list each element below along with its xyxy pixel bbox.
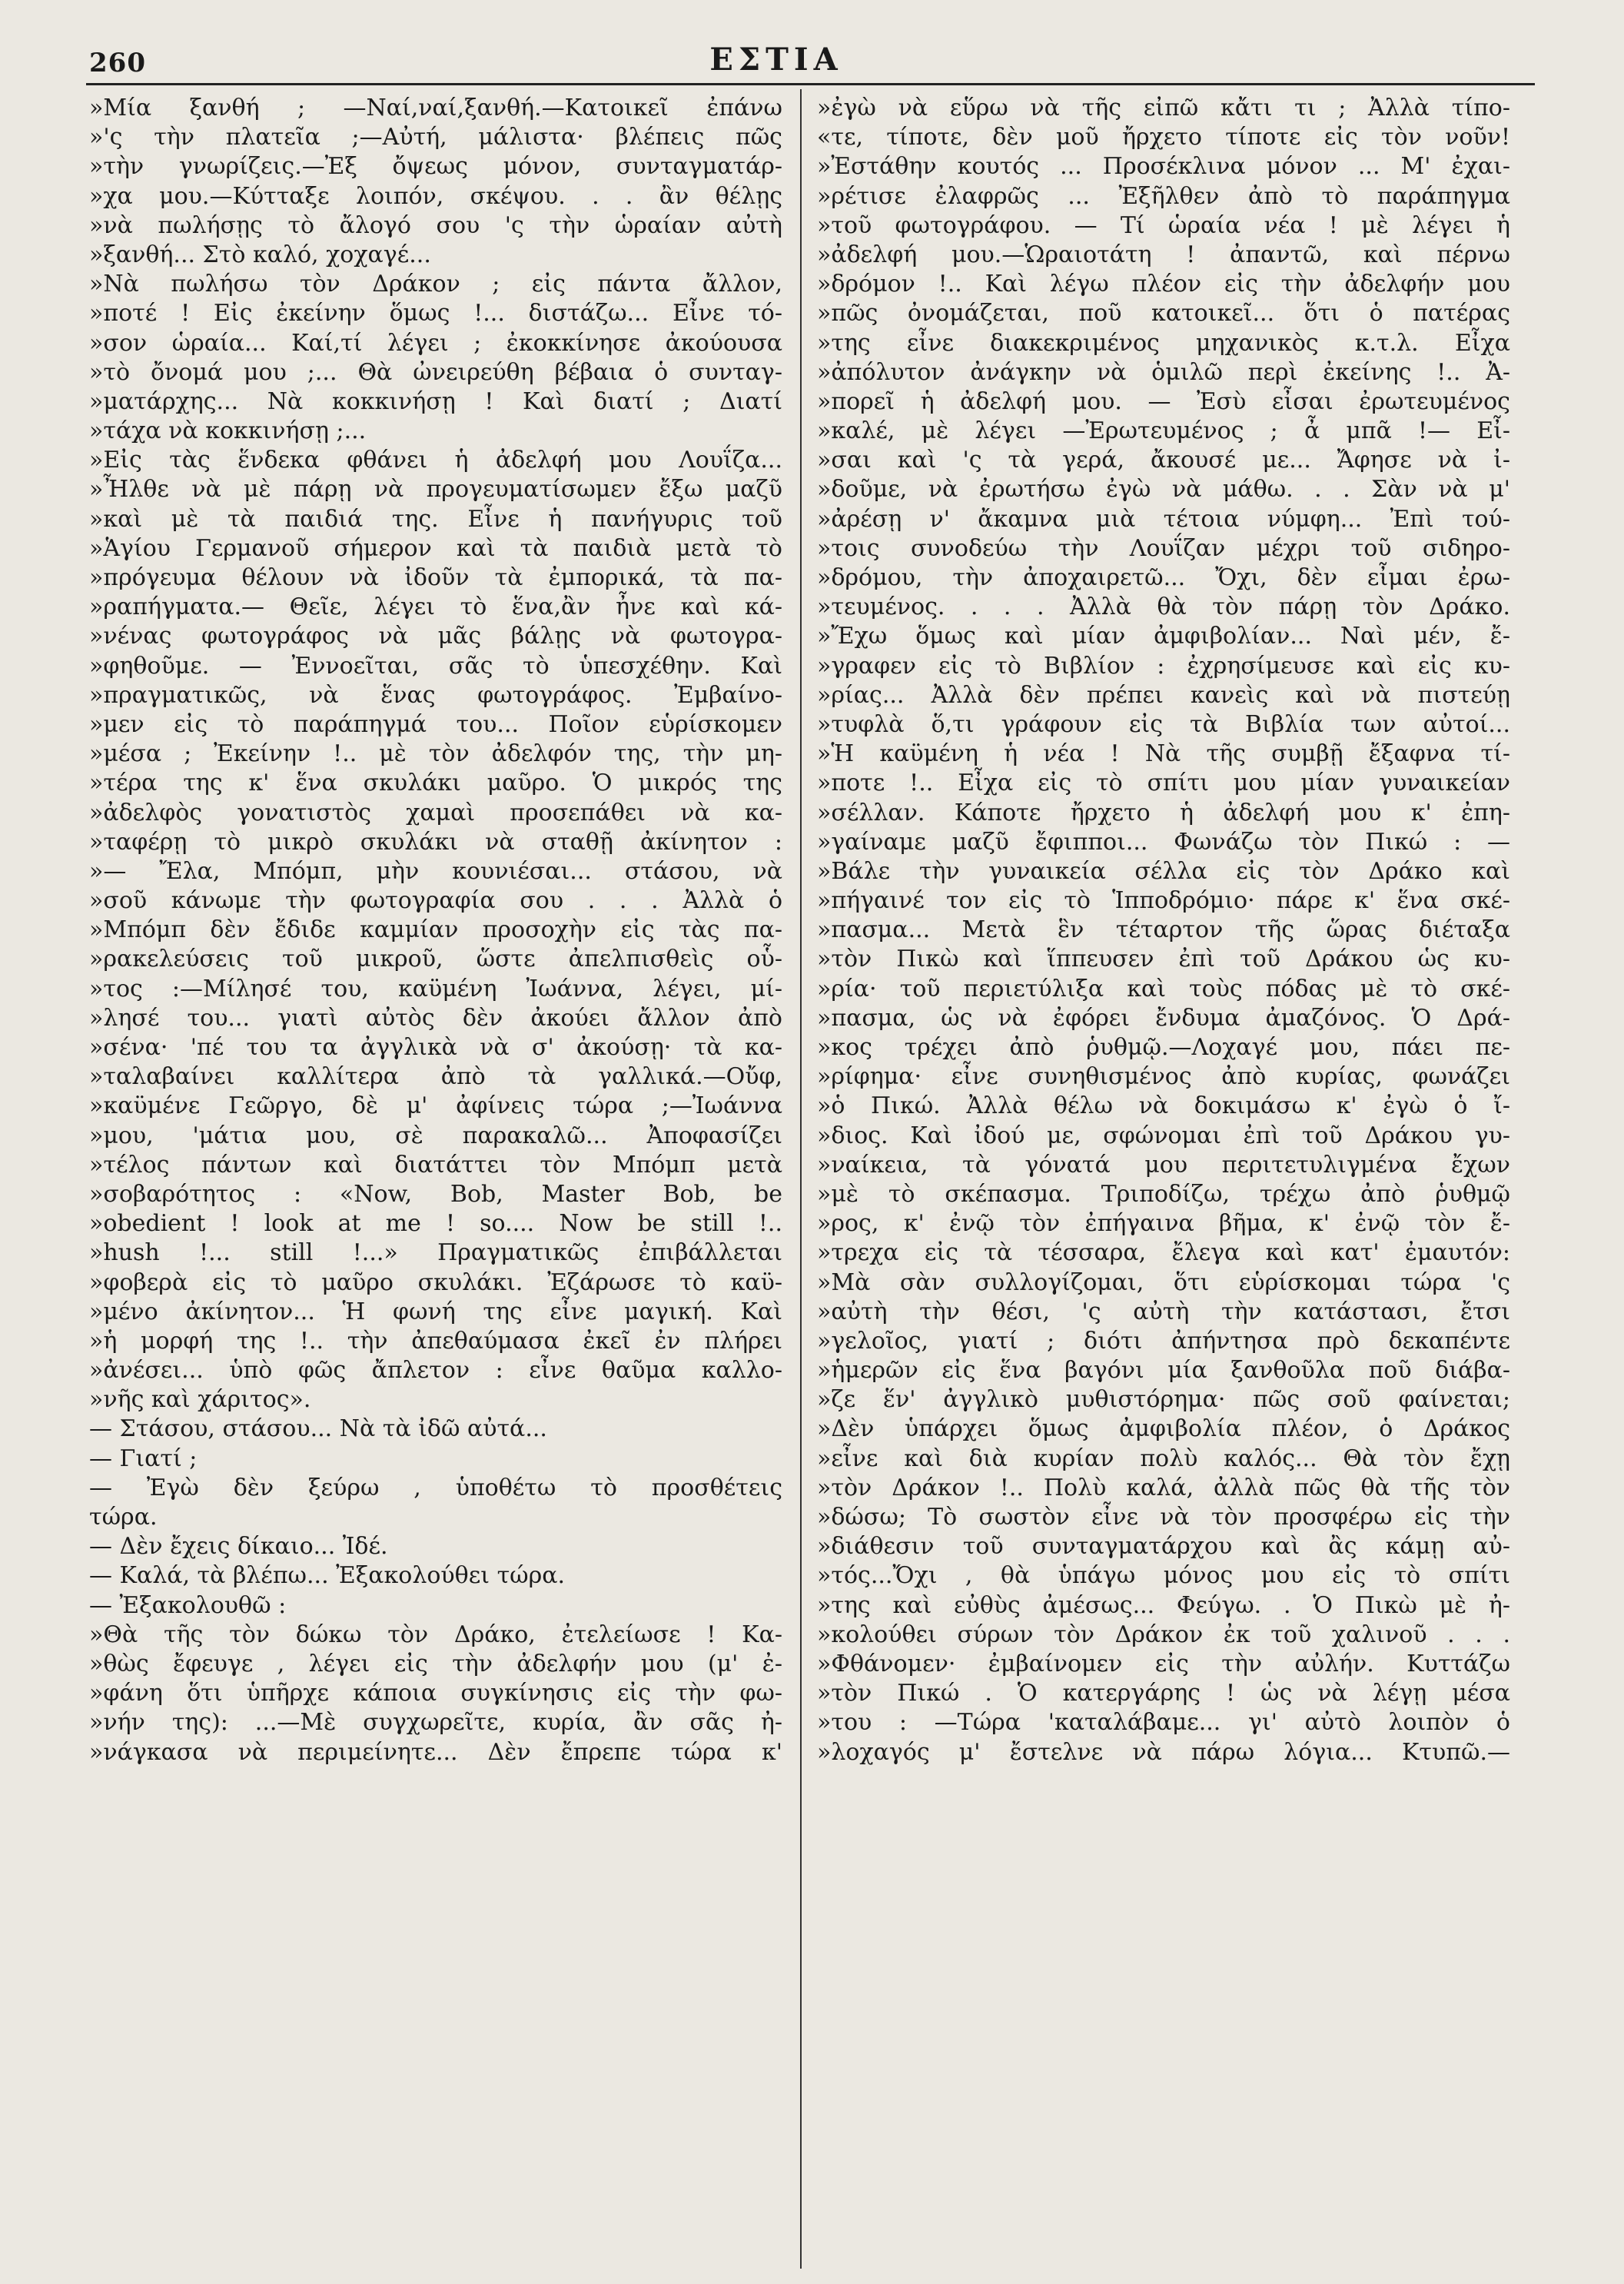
text-line: »πήγαινέ τον εἰς τὸ Ἱπποδρόμιο· πάρε κ' ἕνα σκέ- — [817, 887, 1510, 915]
text-line: »λοχαγός μ' ἔστελνε νὰ πάρω λόγια... Κτυπῶ.— — [817, 1738, 1510, 1766]
text-line: »φοβερὰ εἰς τὸ μαῦρο σκυλάκι. Ἐζάρωσε τὸ καϋ- — [89, 1268, 782, 1296]
text-line: »τέλος πάντων καὶ διατάττει τὸν Μπόμπ μετὰ — [89, 1151, 782, 1179]
text-line: »ρακελεύσεις τοῦ μικροῦ, ὥστε ἀπελπισθεὶς οὗ- — [89, 946, 782, 973]
text-line: »δώσω; Τὸ σωστὸν εἶνε νὰ τὸν προσφέρω εἰς τὴν — [817, 1504, 1510, 1531]
text-line: »ἡ μορφή της !.. τὴν ἀπεθαύμασα ἐκεῖ ἐν πλήρει — [89, 1327, 782, 1355]
text-line: »obedient ! look at me ! so.... Now be still !.. — [89, 1210, 782, 1238]
text-line: »σέλλαν. Κάποτε ἤρχετο ἡ ἀδελφή μου κ' ἐπη- — [817, 799, 1510, 826]
text-line: »μου, 'μάτια μου, σὲ παρακαλῶ... Ἀποφασίζει — [89, 1122, 782, 1149]
text-line: — Δὲν ἔχεις δίκαιο... Ἰδέ. — [89, 1533, 388, 1561]
text-line: »εἶνε καὶ διὰ κυρίαν πολὺ καλός... Θὰ τὸν ἔχῃ — [817, 1445, 1510, 1472]
text-line: »πασμα, ὡς νὰ ἐφόρει ἔνδυμα ἀμαζόνος. Ὁ Δρά- — [817, 1004, 1510, 1032]
text-line: »της εἶνε διακεκριμένος μηχανικὸς κ.τ.λ. Εἶχα — [817, 329, 1510, 357]
text-line: »ταλαβαίνει καλλίτερα ἀπὸ τὰ γαλλικά.—Οὔφ, — [89, 1063, 782, 1091]
text-line: »διάθεσιν τοῦ συνταγματάρχου καὶ ἂς κάμῃ αὐ- — [817, 1533, 1510, 1561]
text-column-right — [817, 94, 1510, 1767]
text-line: »Ἐστάθην κουτός ... Προσέκλινα μόνον ... Μ' ἐχαι- — [817, 153, 1510, 181]
text-line: »ἀδελφή μου.—Ὡραιοτάτη ! ἀπαντῶ, καὶ πέρνω — [817, 241, 1510, 268]
text-line: »ναίκεια, τὰ γόνατά μου περιτετυλιγμένα ἔχων — [817, 1151, 1510, 1179]
text-line: »ρέτισε ἐλαφρῶς ... Ἐξῆλθεν ἀπὸ τὸ παράπηγμα — [817, 182, 1510, 210]
text-line: »σοβαρότητος : «Now, Bob, Master Bob, be — [89, 1180, 782, 1208]
text-line: »ξανθή... Στὸ καλό, χοχαγέ... — [89, 241, 431, 268]
text-line: »μένο ἀκίνητον... Ἡ φωνή της εἶνε μαγική. Καὶ — [89, 1298, 782, 1325]
text-line: »— Ἔλα, Μπόμπ, μὴν κουνιέσαι... στάσου, νὰ — [89, 857, 782, 885]
text-line: »δοῦμε, νὰ ἐρωτήσω ἐγὼ νὰ μάθω. . . Σὰν νὰ μ' — [817, 476, 1510, 504]
text-line: »ρος, κ' ἐνῷ τὸν ἐπήγαινα βῆμα, κ' ἐνῷ τὸν ἔ- — [817, 1210, 1510, 1238]
text-line: »σοῦ κάνωμε τὴν φωτογραφία σου . . . Ἀλλὰ ὁ — [89, 887, 782, 915]
text-line: »νὰ πωλήσῃς τὸ ἄλογό σου 'ς τὴν ὡραίαν αὐτὴ — [89, 211, 782, 239]
text-line: «τε, τίποτε, δὲν μοῦ ἤρχετο τίποτε εἰς τὸν νοῦν! — [817, 124, 1510, 151]
text-line: »Μὰ σὰν συλλογίζομαι, ὅτι εὑρίσκομαι τώρα 'ς — [817, 1268, 1510, 1296]
text-line: »Δὲν ὑπάρχει ὅμως ἀμφιβολία πλέον, ὁ Δράκος — [817, 1415, 1510, 1443]
text-line: »τὸν Δράκον !.. Πολὺ καλά, ἀλλὰ πῶς θὰ τῆς τὸν — [817, 1474, 1510, 1501]
text-line: »Ἦλθε νὰ μὲ πάρῃ νὰ προγευματίσωμεν ἔξω μαζῦ — [89, 476, 782, 504]
text-line: »πρόγευμα θέλουν νὰ ἰδοῦν τὰ ἐμπορικά, τὰ πα- — [89, 564, 782, 591]
text-line: »τυφλὰ ὅ,τι γράφουν εἰς τὰ Βιβλία των αὐτοί... — [817, 710, 1510, 738]
text-line: »λησέ του... γιατὶ αὐτὸς δὲν ἀκούει ἄλλον ἀπὸ — [89, 1004, 782, 1032]
text-line: »ἀνέσει... ὑπὸ φῶς ἄπλετον : εἶνε θαῦμα καλλο- — [89, 1357, 782, 1385]
text-line: »καϋμένε Γεῶργο, δὲ μ' ἀφίνεις τώρα ;—Ἰωάννα — [89, 1092, 782, 1120]
text-line: »ἐγὼ νὰ εὕρω νὰ τῆς εἰπῶ κἄτι τι ; Ἀλλὰ τίπο- — [817, 95, 1510, 121]
text-line: »'ς τὴν πλατεῖα ;—Αὐτή, μάλιστα· βλέπεις πῶς — [89, 124, 782, 151]
text-line: »τρεχα εἰς τὰ τέσσαρα, ἔλεγα καὶ κατ' ἐμαυτόν: — [817, 1239, 1510, 1267]
text-line: »πορεῖ ἡ ἀδελφή μου. — Ἐσὺ εἶσαι ἐρωτευμένος — [817, 387, 1510, 415]
text-line: »ρίφημα· εἶνε συνηθισμένος ἀπὸ κυρίας, φωνάζει — [817, 1063, 1510, 1091]
text-line: »Ἔχω ὅμως καὶ μίαν ἀμφιβολίαν... Ναὶ μέν, ἔ- — [817, 623, 1510, 650]
text-line: »τὸν Πικὼ καὶ ἵππευσεν ἐπὶ τοῦ Δράκου ὡς κυ- — [817, 946, 1510, 973]
text-line: »νένας φωτογράφος νὰ μᾶς βάλῃς νὰ φωτογρα- — [89, 623, 782, 650]
text-line: »ραπήγματα.— Θεῖε, λέγει τὸ ἕνα,ἂν ἦνε καὶ κά- — [89, 593, 782, 621]
text-line: »hush !... still !...» Πραγματικῶς ἐπιβάλλεται — [89, 1239, 782, 1267]
text-line: »γαίναμε μαζῦ ἔφιπποι... Φωνάζω τὸν Πικώ : — — [817, 828, 1510, 856]
text-line: »της καὶ εὐθὺς ἀμέσως... Φεύγω. . Ὁ Πικὼ μὲ ἠ- — [817, 1591, 1510, 1619]
text-line: — Γιατί ; — [89, 1445, 198, 1472]
text-line: »τοις συνοδεύω τὴν Λουΐζαν μέχρι τοῦ σιδηρο- — [817, 534, 1510, 562]
text-line: »σαι καὶ 'ς τὰ γερά, ἄκουσέ με... Ἄφησε νὰ ἰ- — [817, 447, 1510, 474]
running-title: ΕΣΤΙΑ — [709, 42, 843, 78]
text-line: »διος. Καὶ ἰδού με, σφώνομαι ἐπὶ τοῦ Δράκου γυ- — [817, 1122, 1510, 1149]
text-line: »τάχα νὰ κοκκινήσῃ ;... — [89, 417, 367, 445]
column-divider — [800, 89, 802, 2269]
text-line: »καὶ μὲ τὰ παιδιά της. Εἶνε ἡ πανήγυρις τοῦ — [89, 505, 782, 533]
text-line: »θὼς ἔφευγε , λέγει εἰς τὴν ἀδελφήν μου (μ' ἐ- — [89, 1650, 782, 1677]
text-line: »κος τρέχει ἀπὸ ῥυθμῷ.—Λοχαγέ μου, πάει πε- — [817, 1034, 1510, 1061]
text-line: »τός...Ὄχι , θὰ ὑπάγω μόνος μου εἰς τὸ σπίτι — [817, 1562, 1510, 1590]
text-line: »ρίας... Ἀλλὰ δὲν πρέπει κανεὶς καὶ νὰ πιστεύῃ — [817, 681, 1510, 709]
text-line: »μὲ τὸ σκέπασμα. Τριποδίζω, τρέχω ἀπὸ ῥυθμῷ — [817, 1180, 1510, 1208]
text-line: »του : —Τώρα 'καταλάβαμε... γι' αὐτὸ λοιπὸν ὁ — [817, 1709, 1510, 1737]
text-line: — Στάσου, στάσου... Νὰ τὰ ἰδῶ αὐτά... — [89, 1415, 547, 1443]
text-line: »καλέ, μὲ λέγει —Ἐρωτευμένος ; ἆ μπᾶ !— Εἶ- — [817, 417, 1510, 445]
text-line: »ποτέ ! Εἰς ἐκείνην ὅμως !... διστάζω... Εἶνε τό- — [89, 300, 782, 327]
text-line: »πασμα... Μετὰ ἓν τέταρτον τῆς ὥρας διέταξα — [817, 916, 1510, 944]
text-line: »πῶς ὀνομάζεται, ποῦ κατοικεῖ... ὅτι ὁ πατέρας — [817, 300, 1510, 327]
text-line: — Ἐξακολουθῶ : — [89, 1591, 287, 1619]
text-line: »δρόμον !.. Καὶ λέγω πλέον εἰς τὴν ἀδελφήν μου — [817, 271, 1510, 298]
text-line: »ἀπόλυτον ἀνάγκην νὰ ὁμιλῶ περὶ ἐκείνης !.. Ἀ- — [817, 358, 1510, 386]
text-line: »σον ὡραία... Καί,τί λέγει ; ἐκοκκίνησε ἀκούουσα — [89, 329, 782, 357]
text-line: »ρία· τοῦ περιετύλιξα καὶ τοὺς πόδας μὲ τὸ σκέ- — [817, 975, 1510, 1002]
text-line: »Ἡ καϋμένη ἡ νέα ! Νὰ τῆς συμβῇ ἔξαφνα τί- — [817, 740, 1510, 768]
header-rule — [86, 83, 1535, 85]
text-line: »μεν εἰς τὸ παράπηγμά του... Ποῖον εὑρίσκομεν — [89, 710, 782, 738]
text-line: »ταφέρῃ τὸ μικρὸ σκυλάκι νὰ σταθῇ ἀκίνητον : — [89, 828, 782, 856]
text-line: »δρόμου, τὴν ἀποχαιρετῶ... Ὄχι, δὲν εἶμαι ἐρω- — [817, 564, 1510, 591]
text-line: »ποτε !.. Εἶχα εἰς τὸ σπίτι μου μίαν γυναικείαν — [817, 770, 1510, 797]
text-line: »ἀρέσῃ ν' ἄκαμνα μιὰ τέτοια νύμφη... Ἐπὶ τού- — [817, 505, 1510, 533]
text-line: »Νὰ πωλήσω τὸν Δράκον ; εἰς πάντα ἄλλον, — [89, 271, 782, 298]
text-line: »τέρα της κ' ἕνα σκυλάκι μαῦρο. Ὁ μικρός της — [89, 770, 782, 797]
text-column-left — [89, 94, 782, 1767]
text-line: »τὸ ὄνομά μου ;... Θὰ ὠνειρεύθη βέβαια ὁ συνταγ- — [89, 358, 782, 386]
text-line: τώρα. — [89, 1504, 158, 1531]
text-line: »Βάλε τὴν γυναικεία σέλλα εἰς τὸν Δράκο καὶ — [817, 857, 1510, 885]
text-line: »Φθάνομεν· ἐμβαίνομεν εἰς τὴν αὐλήν. Κυττάζω — [817, 1650, 1510, 1677]
text-line: — Ἐγὼ δὲν ξεύρω , ὑποθέτω τὸ προσθέτεις — [89, 1474, 782, 1501]
text-line: »Ἁγίου Γερμανοῦ σήμερον καὶ τὰ παιδιὰ μετὰ τὸ — [89, 534, 782, 562]
text-line: »Μία ξανθή ; —Ναί,ναί,ξανθή.—Κατοικεῖ ἐπάνω — [89, 95, 782, 121]
text-line: »ὁ Πικώ. Ἀλλὰ θέλω νὰ δοκιμάσω κ' ἐγὼ ὁ ἴ- — [817, 1092, 1510, 1120]
text-line: »κολούθει σύρων τὸν Δράκον ἐκ τοῦ χαλινοῦ . . . — [817, 1621, 1510, 1648]
text-line: »σένα· 'πέ του τα ἀγγλικὰ νὰ σ' ἀκούσῃ· τὰ κα- — [89, 1034, 782, 1061]
text-line: »αὐτὴ τὴν θέσι, 'ς αὐτὴ τὴν κατάστασι, ἔτσι — [817, 1298, 1510, 1325]
text-line: »γελοῖος, γιατί ; διότι ἀπήντησα πρὸ δεκαπέντε — [817, 1327, 1510, 1355]
text-line: — Καλά, τὰ βλέπω... Ἐξακολούθει τώρα. — [89, 1562, 566, 1590]
text-line: »νάγκασα νὰ περιμείνητε... Δὲν ἔπρεπε τώρα κ' — [89, 1738, 782, 1766]
text-line: »τευμένος. . . . Ἀλλὰ θὰ τὸν πάρῃ τὸν Δράκο. — [817, 593, 1510, 621]
text-line: »τοῦ φωτογράφου. — Τί ὡραία νέα ! μὲ λέγει ἡ — [817, 211, 1510, 239]
text-line: »τος :—Μίλησέ του, καϋμένη Ἰωάννα, λέγει, μί- — [89, 975, 782, 1002]
text-line: »ἀδελφὸς γονατιστὸς χαμαὶ προσεπάθει νὰ κα- — [89, 799, 782, 826]
text-line: »τὴν γνωρίζεις.—Ἐξ ὄψεως μόνον, συνταγματάρ- — [89, 153, 782, 181]
text-line: »ἡμερῶν εἰς ἕνα βαγόνι μία ξανθοῦλα ποῦ διάβα- — [817, 1357, 1510, 1385]
text-line: »τὸν Πικώ . Ὁ κατεργάρης ! ὡς νὰ λέγῃ μέσα — [817, 1680, 1510, 1707]
text-line: »φάνη ὅτι ὑπῆρχε κάποια συγκίνησις εἰς τὴν φω- — [89, 1680, 782, 1707]
text-line: »γραφεν εἰς τὸ Βιβλίον : ἐχρησίμευσε καὶ εἰς κυ- — [817, 652, 1510, 680]
text-line: »νῆς καὶ χάριτος». — [89, 1386, 311, 1414]
text-line: »Μπόμπ δὲν ἔδιδε καμμίαν προσοχὴν εἰς τὰς πα- — [89, 916, 782, 944]
text-line: »φηθοῦμε. — Ἐννοεῖται, σᾶς τὸ ὑπεσχέθην. Καὶ — [89, 652, 782, 680]
text-line: »νήν της): ...—Μὲ συγχωρεῖτε, κυρία, ἂν σᾶς ἠ- — [89, 1709, 782, 1737]
text-line: »μέσα ; Ἐκείνην !.. μὲ τὸν ἀδελφόν της, τὴν μη- — [89, 740, 782, 768]
text-line: »Εἰς τὰς ἕνδεκα φθάνει ἡ ἀδελφή μου Λουΐζα... — [89, 447, 782, 474]
text-line: »Θὰ τῆς τὸν δώκω τὸν Δράκο, ἐτελείωσε ! Κα- — [89, 1621, 782, 1648]
text-line: »πραγματικῶς, νὰ ἕνας φωτογράφος. Ἐμβαίνο- — [89, 681, 782, 709]
text-line: »ματάρχης... Νὰ κοκκινήσῃ ! Καὶ διατί ; Διατί — [89, 387, 782, 415]
text-line: »χα μου.—Κύτταξε λοιπόν, σκέψου. . . ἂν θέλῃς — [89, 182, 782, 210]
text-line: »ζε ἕν' ἀγγλικὸ μυθιστόρημα· πῶς σοῦ φαίνεται; — [817, 1386, 1510, 1414]
page-number: 260 — [89, 48, 146, 78]
